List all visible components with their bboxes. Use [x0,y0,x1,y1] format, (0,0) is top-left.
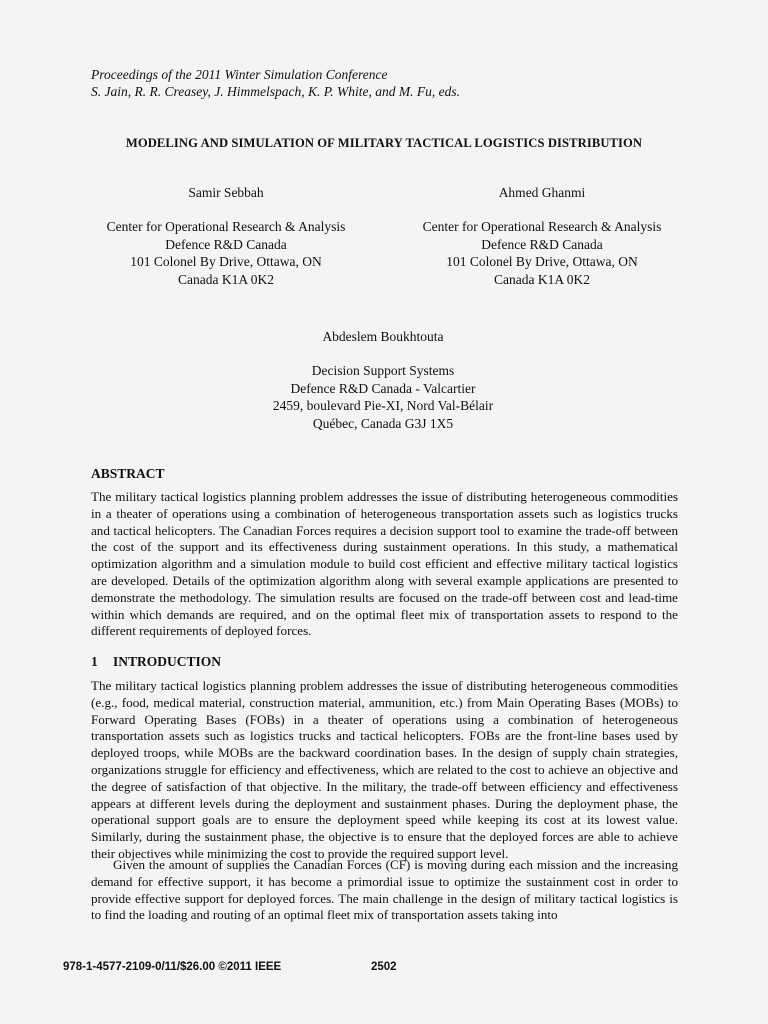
proceedings-line: Proceedings of the 2011 Winter Simulation Conference [91,67,388,82]
paper-title: MODELING AND SIMULATION OF MILITARY TACTICAL LOGISTICS DISTRIBUTION [125,136,643,150]
affiliation-line: Center for Operational Research & Analysis [422,219,662,235]
author-block-3 [183,328,583,432]
affiliation-line: Canada K1A 0K2 [178,271,274,287]
author-name: Ahmed Ghanmi [498,185,586,200]
abstract-heading: ABSTRACT [91,466,165,481]
author-block-2 [392,184,692,288]
author-name: Samir Sebbah [188,185,264,200]
intro-paragraph-2: Given the amount of supplies the Canadian Forces (CF) is moving during each mission and the increasing demand for effective support, it has become a primordial issue to optimize the sustainment cost in order to provide effective support for deployed forces. The main challenge in the design of military tactical logistics is to find the loading and routing of an optimal fleet mix of transportation assets taking into [91,857,678,923]
footer-page-number: 2502 [371,961,397,973]
author-block-1 [76,184,376,288]
section-number: 1 [91,654,98,669]
affiliation-line: Canada K1A 0K2 [494,271,590,287]
affiliation-line: Defence R&D Canada [481,236,603,252]
affiliation-line: Québec, Canada G3J 1X5 [312,415,454,431]
author-name: Abdeslem Boukhtouta [322,329,444,344]
affiliation-line: 2459, boulevard Pie-XI, Nord Val-Bélair [272,398,494,414]
affiliation-line: Defence R&D Canada - Valcartier [290,380,476,396]
affiliation-line: Defence R&D Canada [165,236,287,252]
proceedings-header [91,66,460,100]
affiliation-line: 101 Colonel By Drive, Ottawa, ON [130,254,322,270]
abstract-text: The military tactical logistics planning problem addresses the issue of distributing heterogeneous commodities in a theater of operations using a combination of heterogeneous transportation assets such as logistics trucks and tactical helicopters. The Canadian Forces requires a decision support tool to examine the trade-off between the cost of the support and its effectiveness during sustainment operations. In this study, a mathematical optimization algorithm and a simulation module to build cost efficient and effective military tactical logistics are developed. Details of the optimization algorithm along with several example applications are presented to demonstrate the methodology. The simulation results are focused on the trade-off between cost and lead-time within which demands are required, and on the optimal fleet mix of transportation assets to respond to the different requirements of deployed forces. [91,489,678,639]
intro-paragraph-1: The military tactical logistics planning problem addresses the issue of distributing heterogeneous commodities (e.g., food, medical material, construction material, ammunition, etc.) from Main Operating Bases (MOBs) to Forward Operating Bases (FOBs) in a theater of operations using a combination of heterogeneous transportation assets such as logistics trucks and tactical helicopters. FOBs are the front-line bases used by deployed troops, while MOBs are the backward coordination bases. In the design of supply chain strategies, organizations struggle for efficiency and effectiveness, which are related to the cost to achieve an objective and the degree of satisfaction of that objective. In the military, the trade-off between efficiency and effectiveness appears at different levels during the deployment and sustainment phases. During the deployment phase, the operational support goals are to ensure the deployment speed while keeping its cost at its lowest value. Similarly, during the sustainment phase, the objective is to ensure that the deployed forces are able to achieve their objectives while minimizing the cost to provide the required support level. [91,678,678,861]
affiliation-line: Center for Operational Research & Analysis [106,219,346,235]
affiliation-line: 101 Colonel By Drive, Ottawa, ON [446,254,638,270]
section-title: INTRODUCTION [113,654,222,669]
footer-isbn: 978-1-4577-2109-0/11/$26.00 ©2011 IEEE [63,961,282,973]
editors-line: S. Jain, R. R. Creasey, J. Himmelspach, K. P. White, and M. Fu, eds. [91,84,460,99]
introduction-heading [91,654,221,670]
affiliation-line: Decision Support Systems [311,363,455,379]
